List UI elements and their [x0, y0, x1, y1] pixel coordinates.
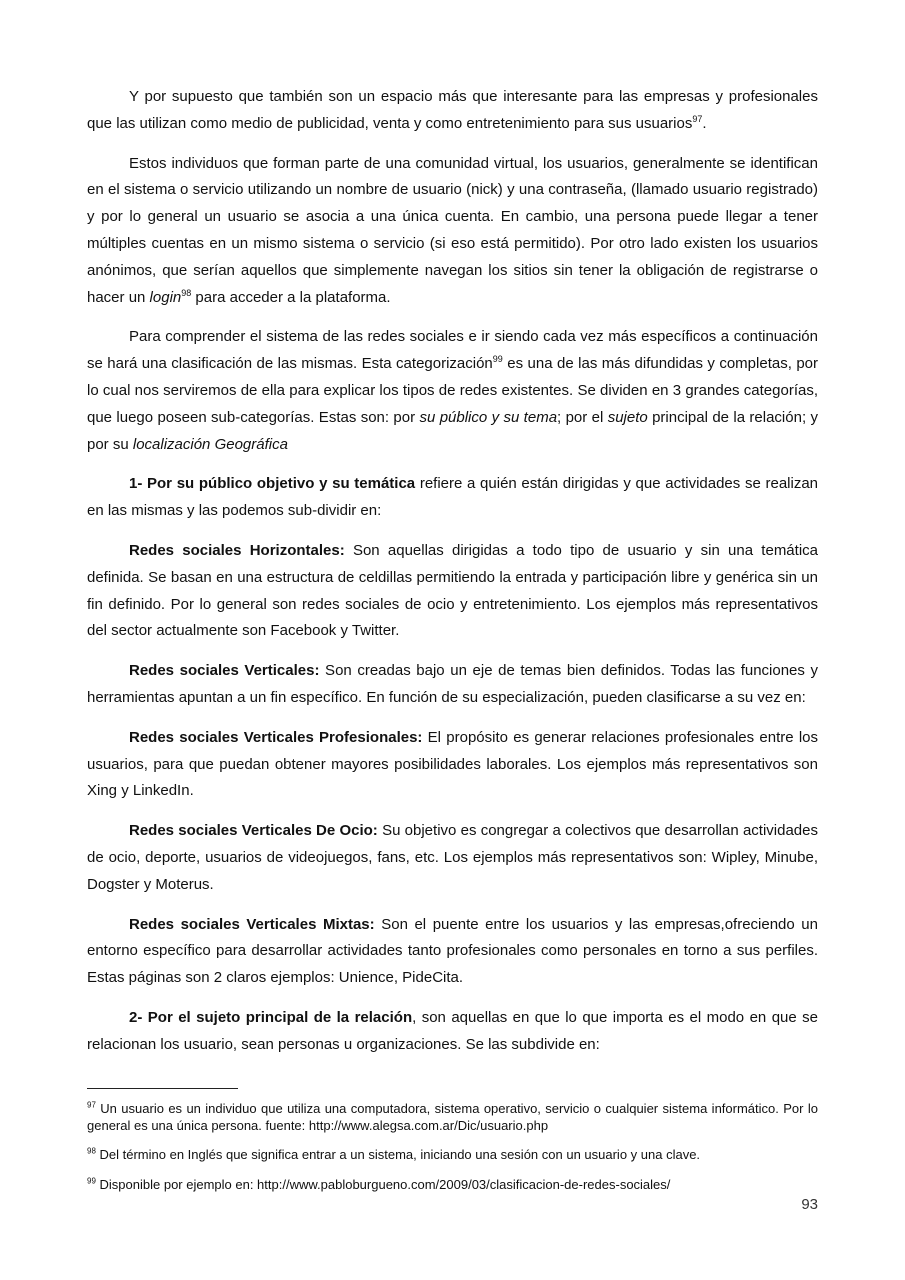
- footnote: [87, 1147, 818, 1164]
- paragraph: [87, 84, 818, 138]
- paragraph: [87, 658, 818, 712]
- paragraph: [87, 538, 818, 645]
- text-run: Son aquellas dirigidas a todo tipo de usuario y sin una temática definida. Se basan en una estructura de celdillas permitiendo la entrada y participación libre y genérica sin un fin definido. Por lo general son redes sociales de ocio y entretenimiento. Los ejemplos más representativos del sector actualmente son Facebook y Twitter.: [87, 541, 818, 640]
- section-heading-paragraph: [87, 471, 818, 525]
- italic-text: su público y su tema: [419, 408, 558, 426]
- footnote-reference: 99: [492, 354, 503, 365]
- section-heading-paragraph: [87, 1005, 818, 1059]
- bold-text: 2- Por el sujeto principal de la relación: [129, 1008, 413, 1026]
- document-body: [87, 84, 818, 1072]
- italic-text: sujeto: [607, 408, 648, 426]
- bold-text: Redes sociales Verticales:: [129, 662, 320, 680]
- footnote-text: Del término en Inglés que significa entrar a un sistema, iniciando una sesión con un usuario y una clave.: [95, 1147, 701, 1162]
- paragraph: [87, 912, 818, 992]
- text-run: Y por supuesto que también son un espacio más que interesante para las empresas y profesionales que las utilizan como medio de publicidad, venta y como entretenimiento para sus usuarios: [87, 88, 818, 132]
- footnote-number: 99: [87, 1176, 96, 1186]
- footnote: [87, 1177, 818, 1194]
- footnote: [87, 1101, 818, 1134]
- footnotes: [87, 1101, 818, 1206]
- italic-text: localización Geográfica: [132, 435, 288, 453]
- paragraph: [87, 324, 818, 458]
- footnote-text: Un usuario es un individuo que utiliza una computadora, sistema operativo, servicio o cualquier sistema informático. Por lo general es una única persona. fuente: http://www.alegsa.com.ar/Dic/usuario.php: [87, 1101, 818, 1133]
- paragraph: [87, 818, 818, 898]
- text-run: principal de la relación; y por su: [87, 408, 818, 453]
- paragraph: [87, 725, 818, 805]
- text-run: Son el puente entre los usuarios y las empresas,ofreciendo un entorno específico para desarrollar actividades tanto profesionales como personales en torno a sus perfiles. Estas páginas son 2 claros ejemplos: Unience, PideCita.: [87, 915, 818, 987]
- page-number: 93: [801, 1196, 818, 1213]
- text-run: .: [702, 114, 707, 132]
- text-run: Son creadas bajo un eje de temas bien definidos. Todas las funciones y herramientas apuntan a un fin específico. En función de su especialización, pueden clasificarse a su vez en:: [87, 662, 818, 706]
- text-run: Estos individuos que forman parte de una comunidad virtual, los usuarios, generalmente se identifican en el sistema o servicio utilizando un nombre de usuario (nick) y una contraseña, (llamado usuario registrado) y por lo general un usuario se asocia a una única cuenta. En cambio, una persona puede llegar a tener múltiples cuentas en un mismo sistema o servicio (si eso está permitido). Por otro lado existen los usuarios anónimos, que serían aquellos que simplemente navegan los sitios sin tener la obligación de registrarse o hacer un: [87, 154, 818, 306]
- footnote-divider: [87, 1088, 238, 1089]
- text-run: , son aquellas en que lo que importa es el modo en que se relacionan los usuario, sean personas u organizaciones. Se las subdivide en:: [87, 1008, 818, 1053]
- italic-text: login: [149, 288, 182, 306]
- footnote-number: 97: [87, 1100, 96, 1110]
- text-run: Su objetivo es congregar a colectivos que desarrollan actividades de ocio, deporte, usuarios de videojuegos, fans, etc. Los ejemplos más representativos son: Wipley, Minube, Dogster y Moterus.: [87, 822, 818, 893]
- text-run: El propósito es generar relaciones profesionales entre los usuarios, para que puedan obtener mayores posibilidades laborales. Los ejemplos más representativos son Xing y LinkedIn.: [87, 728, 819, 800]
- bold-text: Redes sociales Horizontales:: [129, 541, 345, 559]
- bold-text: Redes sociales Verticales Profesionales:: [129, 728, 423, 746]
- text-run: Para comprender el sistema de las redes sociales e ir siendo cada vez más específicos a continuación se hará una clasificación de las mismas. Esta categorización: [87, 328, 818, 373]
- footnote-reference: 98: [181, 287, 192, 298]
- footnote-reference: 97: [692, 113, 703, 124]
- text-run: refiere a quién están dirigidas y que actividades se realizan en las mismas y las podemos sub-dividir en:: [87, 475, 819, 520]
- bold-text: 1- Por su público objetivo y su temática: [129, 475, 416, 493]
- footnote-number: 98: [87, 1146, 96, 1156]
- bold-text: Redes sociales Verticales Mixtas:: [129, 915, 375, 933]
- text-run: es una de las más difundidas y completas, por lo cual nos serviremos de ella para explicar los tipos de redes existentes. Se dividen en 3 grandes categorías, que luego poseen sub-categorías. Estas son: por: [87, 355, 818, 426]
- bold-text: Redes sociales Verticales De Ocio:: [129, 822, 378, 840]
- footnote-text: Disponible por ejemplo en: http://www.pabloburgueno.com/2009/03/clasificacion-de-redes-sociales/: [95, 1176, 671, 1192]
- paragraph: [87, 151, 818, 312]
- text-run: para acceder a la plataforma.: [191, 288, 391, 306]
- text-run: ; por el: [557, 408, 608, 426]
